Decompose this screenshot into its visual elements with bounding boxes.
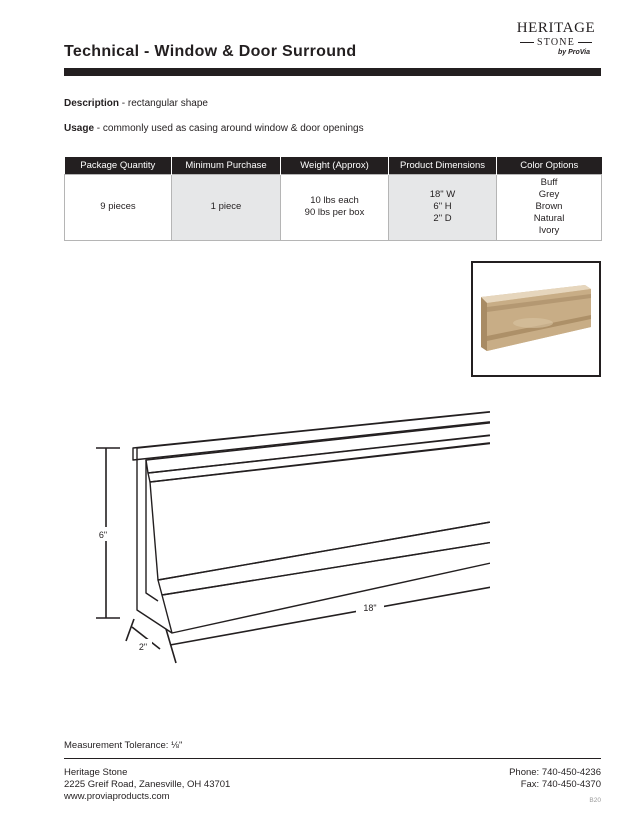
color-natural: Natural	[533, 213, 565, 224]
drawing-base-face	[162, 533, 490, 633]
table-row	[65, 174, 602, 240]
header-weight: Weight (Approx)	[281, 157, 389, 174]
header-product-dimensions: Product Dimensions	[389, 157, 497, 174]
description	[64, 98, 208, 109]
usage	[64, 123, 364, 134]
drawing-cap-molding	[146, 418, 490, 473]
page-number: B20	[589, 797, 601, 804]
usage-text: - commonly used as casing around window & door openings	[94, 123, 364, 134]
drawing-top-face	[133, 408, 490, 460]
dimension-depth: 2" D	[433, 213, 452, 224]
logo-line-left	[520, 42, 534, 43]
measurement-tolerance: Measurement Tolerance: ⅛"	[64, 740, 183, 751]
page-title: Technical - Window & Door Surround	[64, 43, 357, 60]
footer-company: Heritage Stone	[64, 767, 128, 778]
cell-weight	[281, 174, 389, 240]
description-label: Description	[64, 98, 120, 109]
heritage-stone-logo	[508, 20, 604, 66]
logo-byprovia: by ProVia	[557, 49, 590, 56]
logo-stone: STONE	[536, 37, 576, 48]
title-rule	[64, 68, 601, 76]
footer-fax: Fax: 740-450-4370	[520, 779, 601, 790]
footer-website[interactable]: www.proviaproducts.com	[64, 791, 170, 802]
footer-phone: Phone: 740-450-4236	[509, 767, 601, 778]
color-brown: Brown	[535, 201, 563, 212]
header-color-options: Color Options	[497, 157, 602, 174]
dimension-width: 18" W	[429, 189, 456, 200]
logo-heritage: HERITAGE	[516, 20, 596, 36]
color-ivory: Ivory	[538, 225, 560, 236]
spec-table-header-row	[65, 157, 602, 174]
description-text: - rectangular shape	[119, 98, 208, 109]
weight-box: 90 lbs per box	[304, 207, 365, 218]
logo-line-right	[578, 42, 592, 43]
footer-address-block	[64, 767, 230, 803]
cell-colors	[497, 174, 602, 240]
weight-each: 10 lbs each	[310, 195, 359, 206]
dimension-height: 6" H	[433, 201, 452, 212]
footer-rule	[64, 758, 601, 759]
drawing-base-molding	[158, 512, 490, 595]
spec-table	[64, 157, 602, 241]
header-package-quantity: Package Quantity	[65, 157, 172, 174]
depth-tick-left	[126, 619, 134, 641]
footer-contact-block	[509, 767, 601, 791]
cell-dimensions	[389, 174, 497, 240]
depth-label: 2"	[138, 642, 148, 652]
cell-package-quantity: 9 pieces	[65, 174, 172, 240]
product-photo	[471, 261, 601, 377]
height-label: 6"	[98, 530, 108, 540]
header-minimum-purchase: Minimum Purchase	[172, 157, 281, 174]
color-buff: Buff	[540, 177, 558, 188]
width-tick-left	[166, 629, 176, 663]
color-grey: Grey	[538, 189, 560, 200]
cell-minimum-purchase: 1 piece	[172, 174, 281, 240]
product-photo-image	[473, 263, 599, 375]
drawing-front-face	[150, 437, 490, 580]
width-label: 18"	[363, 603, 377, 613]
usage-label: Usage	[64, 123, 95, 134]
drawing-cap-bead	[148, 430, 490, 482]
dimension-drawing	[90, 405, 490, 665]
logo-stone-row	[508, 37, 604, 48]
footer-address: 2225 Greif Road, Zanesville, OH 43701	[64, 779, 231, 790]
